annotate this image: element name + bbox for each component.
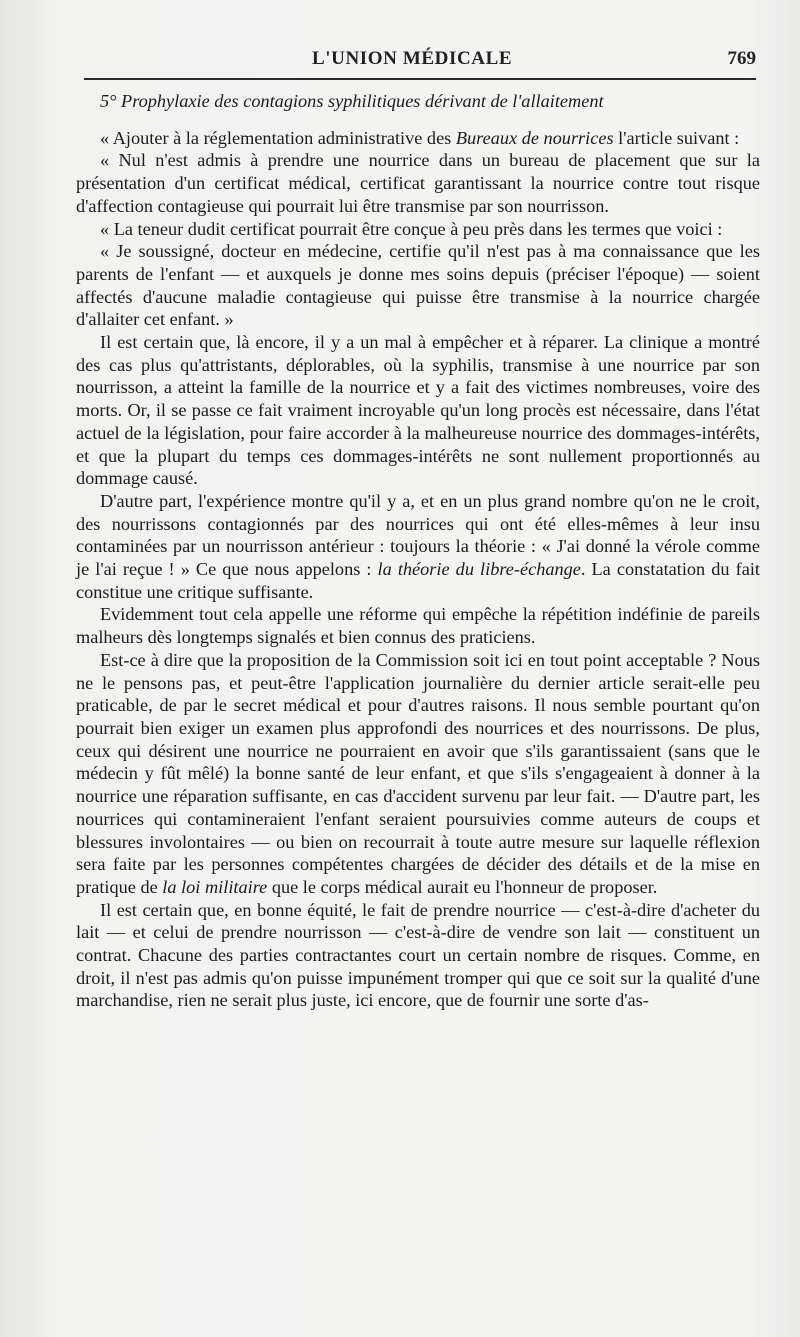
paragraph-text: que le corps médical aurait eu l'honneur de proposer. — [267, 876, 658, 897]
paragraph-emphasis: la théorie du libre-échange — [377, 559, 581, 580]
paragraph — [76, 490, 760, 604]
paragraph: Il est certain que, en bonne équité, le fait de prendre nourrice — c'est-à-dire d'acheter du lait — et celui de prendre nourrisson — c'est-à-dire de vendre son lait — constituent un contrat. Chacune des parties contractantes court un certain nombre de risques. Comme, en droit, il n'est pas admis qu'on puisse impunément tromper qui que ce soit sur la qualité d'une marchandise, rien ne serait plus juste, ici encore, que de fournir une sorte d'as- — [76, 899, 760, 1011]
section-heading — [76, 90, 760, 113]
paragraph-text: . La constatation du fait constitue une critique suffisante. — [76, 559, 760, 602]
paragraph: Evidemment tout cela appelle une réforme qui empêche la répétition indéfinie de pareils malheurs dès longtemps signalés et bien connus des praticiens. — [76, 604, 760, 648]
section-number: 5° — [100, 91, 117, 111]
paragraph: « Je soussigné, docteur en médecine, certifie qu'il n'est pas à ma connaissance que les parents de l'enfant — et auxquels je donne mes soins depuis (préciser l'époque) — soient affectés d'aucune maladie contagieuse qui puisse être transmise à la nourrice chargée d'allaiter cet enfant. » — [76, 241, 760, 330]
paragraph-text: « Ajouter à la réglementation administrative des — [100, 127, 456, 148]
header-rule — [84, 78, 756, 80]
page-number: 769 — [727, 48, 756, 69]
section-title: Prophylaxie des contagions syphilitiques dérivant de l'allaitement — [121, 91, 604, 111]
running-head — [76, 44, 760, 78]
body-text — [76, 90, 760, 1012]
paragraph: « Nul n'est admis à prendre une nourrice dans un bureau de placement que sur la présentation d'un certificat médical, certificat garantissant la nourrice contre tout risque d'affection contagieuse qui pourrait lui être transmise par son nourrisson. — [76, 150, 760, 216]
paragraph — [76, 649, 760, 899]
paragraph-text: D'autre part, l'expérience montre qu'il y a, et en un plus grand nombre qu'on ne le croit, des nourrissons contagionnés par des nourrices qui ont été elles-mêmes à leur insu contaminées par un nourrisson antérieur : toujours la théorie : « J'ai donné la vérole comme je l'ai reçue ! » Ce que nous appelons : — [76, 490, 760, 580]
paragraph-emphasis: la loi militaire — [162, 876, 268, 897]
paragraph — [76, 127, 760, 150]
paragraph: Il est certain que, là encore, il y a un mal à empêcher et à réparer. La clinique a montré des cas plus qu'attristants, déplorables, où la syphilis, transmise à une nourrice par son nourrisson, a atteint la famille de la nourrice et y a fait des victimes nombreuses, voire des morts. Or, il se passe ce fait vraiment incroyable qu'un long procès est nécessaire, dans l'état actuel de la législation, pour faire accorder à la malheureuse nourrice des dommages-intérêts, et que la plupart du temps ces dommages-intérêts ne sont nullement proportionnés au dommage causé. — [76, 332, 760, 489]
paragraph-text: l'article suivant : — [613, 127, 740, 148]
paragraph: « La teneur dudit certificat pourrait être conçue à peu près dans les termes que voici : — [100, 218, 723, 239]
paragraph-emphasis: Bureaux de nourrices — [455, 127, 614, 148]
paragraph-text: Est-ce à dire que la proposition de la Commission soit ici en tout point acceptable ? Nous ne le pensons pas, et peut-être l'application journalière du dernier article serait-elle peu praticable, de par le secret médical et pour d'autres raisons. Il nous semble pourtant qu'on pourrait bien exiger un examen plus approfondi des nourrices et des nourrissons. De plus, ceux qui désirent une nourrice ne pourraient en avoir que s'ils garantissaient (sans que le médecin y fût mêlé) la bonne santé de leur enfant, et que s'ils s'engageaient à donner à la nourrice une réparation suffisante, en cas d'accident survenu par leur fait. — D'autre part, les nourrices qui contamineraient l'enfant seraient poursuivies comme auteurs de coups et blessures involontaires — ou bien on recourrait à toute autre mesure sur laquelle réflexion sera faite par les personnes compétentes chargées de décider des détails et de la mise en pratique de — [76, 649, 760, 897]
journal-title: L'UNION MÉDICALE — [312, 48, 513, 69]
